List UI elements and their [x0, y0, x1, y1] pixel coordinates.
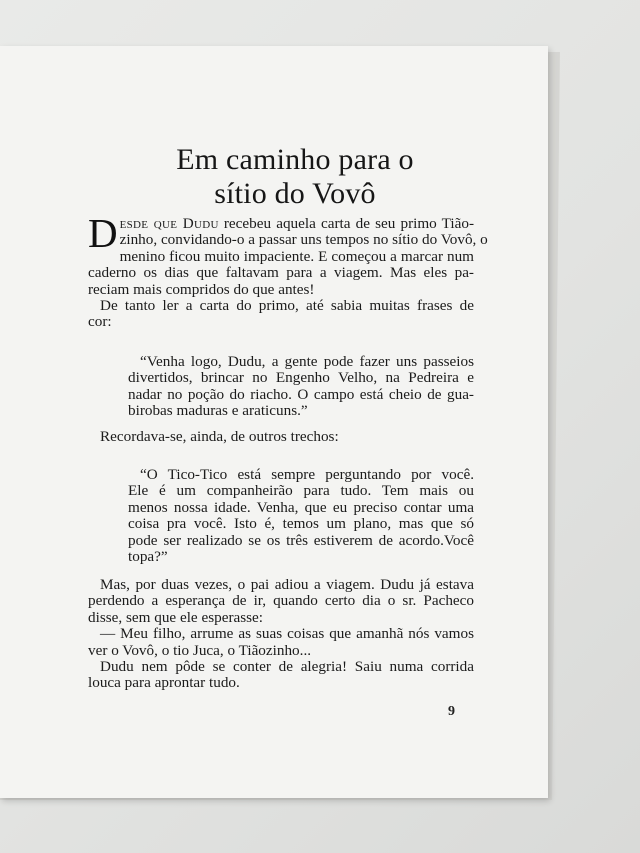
quote-block-2 — [128, 467, 474, 565]
paragraph-line: cor: — [88, 313, 112, 331]
paragraph-line: De tanto ler a carta do primo, até sabia muitas frases de — [100, 297, 474, 315]
drop-cap: D — [88, 210, 118, 256]
paragraph-line: perdendo a esperança de ir, quando certo dia o sr. Pacheco — [88, 592, 474, 610]
quote-line: pode ser realizado se os três estiverem de acordo.Você — [128, 531, 474, 549]
small-caps-opening: esde que Dudu — [119, 215, 219, 232]
quote-line: birobas maduras e araticuns.” — [128, 402, 308, 420]
page-number: 9 — [448, 704, 455, 719]
quote-line: “Venha logo, Dudu, a gente pode fazer uns passeios — [140, 353, 474, 370]
chapter-title-line1: Em caminho para o — [176, 143, 414, 176]
paragraph-line: ver o Vovô, o tio Juca, o Tiãozinho... — [88, 641, 312, 659]
quote-line: coisa pra você. Isto é, temos um plano, mas que só — [128, 515, 474, 533]
paragraph-line: — Meu filho, arrume as suas coisas que amanhã nós vamos — [100, 625, 474, 643]
paragraph-line: Recordava-se, ainda, de outros trechos: — [100, 428, 339, 445]
paragraph-line: disse, sem que ele esperasse: — [88, 608, 264, 626]
paragraph-1 — [88, 210, 488, 331]
paragraph-line — [88, 216, 474, 232]
paragraph-line: menino ficou muito impaciente. E começou a marcar num — [119, 247, 474, 265]
paragraph-line: caderno os dias que faltavam para a viagem. Mas eles pa- — [88, 264, 474, 282]
paragraph-line: zinho, convidando-o a passar uns tempos no sítio do Vovô, o — [119, 231, 488, 249]
paragraph-line: Dudu nem pôde se conter de alegria! Saiu numa corrida — [100, 658, 474, 676]
quote-line: “O Tico-Tico está sempre perguntando por você. — [140, 466, 474, 483]
quote-line: Ele é um companheirão para tudo. Tem mais ou — [128, 482, 474, 500]
chapter-title-line2: sítio do Vovô — [214, 177, 376, 210]
paragraph-text: recebeu aquela carta de seu primo Tião- — [218, 215, 475, 232]
book-page — [0, 46, 548, 798]
quote-line: topa?” — [128, 548, 168, 566]
paragraph-4 — [88, 577, 474, 692]
paragraph-line: reciam mais compridos do que antes! — [88, 280, 315, 298]
quote-line: menos nossa idade. Venha, que eu preciso contar uma — [128, 498, 474, 516]
quote-block-1 — [128, 354, 474, 420]
quote-line: nadar no poção do riacho. O campo está cheio de gua- — [128, 385, 474, 403]
paragraph-line: louca para aprontar tudo. — [88, 674, 240, 692]
paragraph-3 — [88, 429, 474, 445]
quote-line: divertidos, brincar no Engenho Velho, na Pedreira e — [128, 369, 474, 387]
paragraph-line: Mas, por duas vezes, o pai adiou a viagem. Dudu já estava — [100, 576, 474, 593]
